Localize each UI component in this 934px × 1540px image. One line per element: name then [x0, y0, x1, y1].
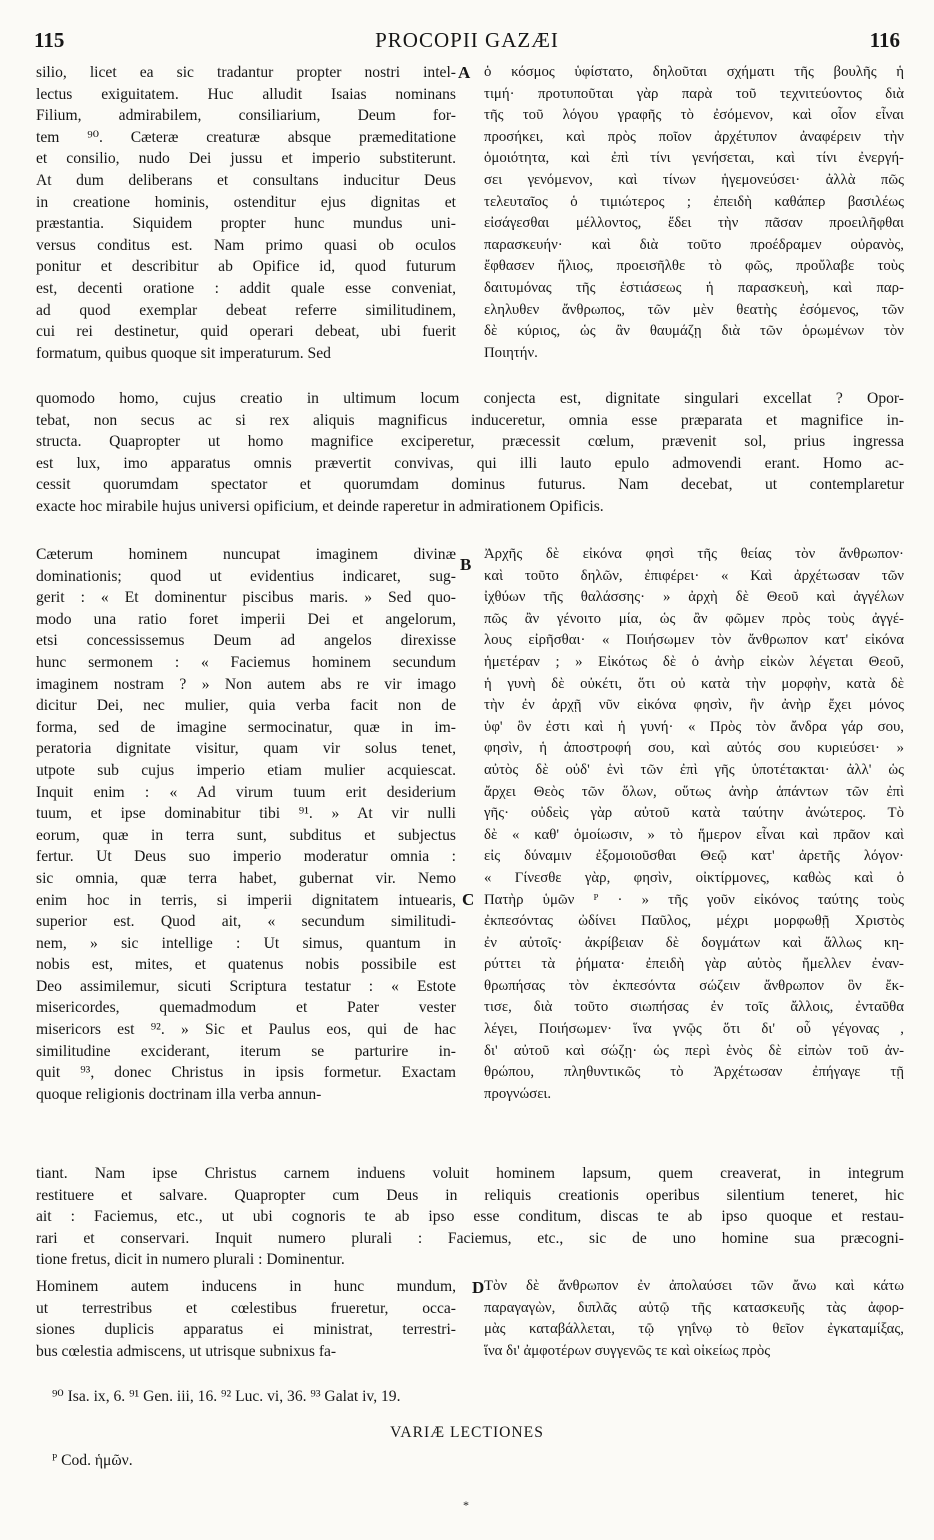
text-line: eorum, quæ in terra sunt, subditus et subjectus	[36, 826, 456, 844]
text-line: dicitur Dei, nec mulier, quia verba facit non de	[36, 697, 456, 715]
text-line: cui rei destinetur, quid operari debeat, ubi fuerit	[36, 323, 456, 341]
text-line: forma, sed de imagine sermocinatur, quæ in im-	[36, 718, 456, 736]
text-line: « Γίνεσθε γὰρ, φησὶν, οἰκτίρμονες, καθὼς καὶ ὁ	[484, 869, 904, 886]
latin-column-block-2	[36, 544, 456, 1105]
text-line: misericordes, quemadmodum et Pater vester	[36, 999, 456, 1017]
section-marker-c: C	[462, 890, 475, 909]
text-line: τελευταῖος ὁ τιμιώτερος ; ἐπειδὴ καθάπερ βασιλέως	[484, 193, 904, 210]
text-line: modo una ratio foret imperii Dei et angelorum,	[36, 610, 456, 628]
text-line: misericors est ⁹². » Sic et Paulus eos, qui de hac	[36, 1021, 456, 1039]
text-line: τὴν ἐν ἀρχῇ νῦν εἰκόνα φησὶν, ἣν ἀνὴρ ἔχει μόνος	[484, 697, 904, 714]
text-line: ut terrestribus et cœlestibus frueretur, occa-	[36, 1299, 456, 1317]
text-line: εἰς δύναμιν ἐξομοιοῦσθαι Θεῷ κατ' ἀρετῆς λόγον·	[484, 848, 904, 865]
text-line: δὲ « καθ' ὁμοίωσιν, » τὸ ἥμερον εἶναι καὶ πρᾶον καὶ	[484, 826, 904, 843]
text-line: δι' αὐτοῦ καὶ σώζῃ· ὡς περὶ ἑνὸς δὲ εἰπὼν τοῦ ἀν-	[484, 1042, 904, 1059]
text-line: προσήκει, καὶ πρὸς ποῖον ἀρχέτυπον ἀναφέρειν τὴν	[484, 128, 904, 145]
text-line: τῆς τοῦ λόγου γραφῆς τὸ ἐσόμενον, καὶ οἷον εἶναι	[484, 107, 904, 124]
text-line: μὰς καταβάλλεται, τῷ γηΐνῳ τὸ θεῖον ἐγκαταμίξας,	[484, 1321, 904, 1338]
text-line: nobis est, mites, et quatenus nobis possibile est	[36, 956, 456, 974]
text-line: καὶ τοῦτο δηλῶν, ἐπιφέρει· « Καὶ ἀρχέτωσαν τῶν	[484, 567, 904, 584]
section-marker-a: A	[458, 63, 471, 82]
text-line: ἄρχει Θεὸς τῶν ὅλων, οὕτως ἀνὴρ ἁπάντων τῶν ἐπὶ	[484, 783, 904, 800]
text-line: ὁμοιότητα, καὶ ἐπὶ τίνι γενήσεται, καὶ τίνι ἐνεργή-	[484, 150, 904, 167]
text-line: φησὶν, ἡ ἀποστροφή σου, καὶ αὐτός σου κυριεύσει· »	[484, 740, 904, 757]
text-line: lectus exiguitatem. Huc alludit Isaias nominans	[36, 85, 456, 103]
text-line: At dum deliberans et consultans inducitur Deus	[36, 171, 456, 189]
text-line: Cæterum hominem nuncupat imaginem divinæ	[36, 546, 456, 563]
text-line: δὲ κύριος, ὡς ἂν θαυμάζῃ διὰ τῶν ὁρωμένων τὸν	[484, 323, 904, 340]
text-line: πῶς ἂν γένοιτο μία, ὡς ἂν φῶμεν πρὸς τοὺς ἀγγέ-	[484, 610, 904, 627]
text-line: nem, » sic intellige : Ut simus, quantum in	[36, 934, 456, 952]
text-line: Ποιητήν.	[484, 344, 538, 361]
text-line: γῆς· οὐδεὶς γὰρ αὐτοῦ κατὰ ταύτην ἀνώτερος. Τὸ	[484, 805, 904, 822]
footnotes: ⁹⁰ Isa. ix, 6. ⁹¹ Gen. iii, 16. ⁹² Luc. vi, 36. ⁹³ Galat iv, 19.	[52, 1388, 401, 1405]
text-line: θρώπου, πληθυντικῶς τὸ Ἀρχέτωσαν ἐπήγαγε τῇ	[484, 1064, 904, 1081]
text-line: Ἀρχῆς δὲ εἰκόνα φησὶ τῆς θείας τὸν ἄνθρωπον·	[484, 546, 904, 562]
text-line: tebat, non secus ac si rex aliquis magnificus induceretur, omnia esse præparata et magnifice in-	[36, 411, 904, 429]
text-line: in creatione hominis, ostenditur ejus dignitas et	[36, 193, 456, 211]
text-line: σει γενόμενον, καὶ τίνων ἡγεμονεύσει· ἀλλὰ πῶς	[484, 171, 904, 188]
text-line: utpote sub cujus imperio etiam mulier acquiescat.	[36, 761, 456, 779]
text-line: gerit : « Et dominentur piscibus maris. » Sed quo-	[36, 589, 456, 607]
latin-column-block-1	[36, 62, 456, 364]
section-marker-d: D	[472, 1278, 485, 1297]
text-line: peratoria dignitate visitur, quam vir solus tenet,	[36, 740, 456, 758]
text-line: est, decenti oratione : addit quale esse conveniat,	[36, 279, 456, 297]
text-line: Τὸν δὲ ἄνθρωπον ἐν ἀπολαύσει τῶν ἄνω καὶ κάτω	[484, 1278, 904, 1294]
text-line: quoque religionis doctrinam illa verba annun-	[36, 1085, 322, 1103]
text-line: etsi concessissemus Deum ad angelos direxisse	[36, 632, 456, 650]
text-line: versus conditus est. Nam primo quasi ob oculos	[36, 236, 456, 254]
text-line: tione fretus, dicit in numero plurali : Dominentur.	[36, 1251, 345, 1269]
text-line: ἡ γυνὴ δὲ οὐκέτι, ὅτι οὐ κατὰ τὴν μορφὴν, κατὰ δὲ	[484, 675, 904, 692]
text-line: Inquit enim : « Ad virum tuum erit desiderium	[36, 783, 456, 801]
greek-column-block-1	[484, 62, 904, 364]
text-line: δαιτυμόνας τῆς ἑστιάσεως ἡ παρασκευὴ, καὶ παρ-	[484, 279, 904, 296]
text-line: τιμή· προτυποῦται γὰρ παρὰ τοῦ τεχνιτεύοντος διὰ	[484, 85, 904, 102]
text-line: ἰχθύων τῆς θαλάσσης· » ἀρχὴ δὲ Θεοῦ καὶ ἀγγέλων	[484, 589, 904, 606]
text-line: προγνώσει.	[484, 1085, 552, 1102]
text-line: superior est. Quod ait, « secundum similitudi-	[36, 913, 456, 931]
text-line: τισε, διὰ τοῦτο σιωπήσας ἐν τοῖς ἄλλοις, ἐνταῦθα	[484, 999, 904, 1016]
text-line: ἔφθασεν ἥλιος, προεισῆλθε τὸ φῶς, προὔλαβε τοὺς	[484, 258, 904, 275]
left-page-number: 115	[34, 28, 65, 52]
text-line: quomodo homo, cujus creatio in ultimum locum conjecta est, dignitate singulari excellat ? Opor-	[36, 390, 904, 407]
latin-column-block-3	[36, 1276, 456, 1362]
variae-lectiones-heading: VARIÆ LECTIONES	[390, 1424, 544, 1441]
text-line: παρασκευήν· καὶ διὰ τοῦτο προέδραμεν οὐρανὸς,	[484, 236, 904, 253]
text-line: formatum, quibus quoque sit imperaturum. Sed	[36, 344, 331, 362]
bottom-mark: *	[463, 1498, 469, 1512]
text-line: παραγαγὼν, διπλᾶς αὐτῷ τῆς κατασκευῆς τὰς ἀφορ-	[484, 1299, 904, 1316]
text-line: ρύττει τὰ ῥήματα· ἐπειδὴ γὰρ αὐτὸς ἤμελλεν ἐναν-	[484, 956, 904, 973]
text-line: εἰσάγεσθαι μέλλοντος, ἔδει τὴν πᾶσαν προειλῆφθαι	[484, 215, 904, 232]
running-header	[34, 28, 900, 58]
greek-column-block-3	[484, 1276, 904, 1362]
greek-column-block-2	[484, 544, 904, 1105]
text-line: hunc sermonem : « Faciemus hominem secundum	[36, 653, 456, 671]
right-page-number: 116	[869, 28, 900, 52]
text-line: Deo assimilemur, sicuti Scriptura testatur : « Estote	[36, 977, 456, 995]
text-line: ait : Faciemus, etc., ut ubi cognoris te ab ipso esse conditum, discas te ab ipso quoque et restau-	[36, 1208, 904, 1226]
text-line: Πατὴρ ὑμῶν ᴾ · » τῆς γοῦν εἰκόνος ταύτης τοὺς	[484, 891, 904, 908]
text-line: ἐν αὐτοῖς· ἀκρίβειαν δὲ δογμάτων καὶ ἄλλως κη-	[484, 934, 904, 951]
full-width-paragraph-2	[36, 1163, 904, 1271]
text-line: et consilio, nudo Dei jussu et imperio substiterunt.	[36, 150, 456, 168]
full-width-paragraph-1	[36, 388, 904, 518]
text-line: similitudine exciderant, iterum se parturire in-	[36, 1042, 456, 1060]
text-line: fertur. Ut Deus suo imperio moderatur omnia :	[36, 848, 456, 866]
text-line: ad quod exemplar debeat referre similitudinem,	[36, 301, 456, 319]
text-line: imaginem nostram ? » Non autem abs re vir imago	[36, 675, 456, 693]
section-marker-b: B	[460, 555, 472, 574]
text-line: cessit quorumdam spectator et quorumdam dominus futurus. Nam decebat, ut contemplaretur	[36, 476, 904, 494]
text-line: est lux, imo apparatus omnis prævertit convivas, qui illi lauto epulo admovendi erant. Homo ac-	[36, 454, 904, 472]
text-line: exacte hoc mirabile hujus universi opificium, et deinde raperetur in admirationem Opificis.	[36, 497, 604, 515]
text-line: λους εἰρῆσθαι· « Ποιήσωμεν τὸν ἄνθρωπον κατ' εἰκόνα	[484, 632, 904, 649]
text-line: ἐκπεσόντας ὠδίνει Παῦλος, μέχρι μορφωθῇ Χριστὸς	[484, 913, 904, 930]
text-line: bus cœlestia admiscens, ut utrisque subnixus fa-	[36, 1342, 337, 1360]
text-line: tuum, et ipse dominabitur tibi ⁹¹. » At vir nulli	[36, 805, 456, 823]
text-line: sic omnia, quæ terra habet, gubernat vir. Nemo	[36, 869, 456, 887]
variant-reading-note: ᴾ Cod. ἡμῶν.	[52, 1452, 133, 1469]
text-line: restituere et salvare. Quapropter cum Deus in reliquis creationis operibus silentium teneret, hic	[36, 1186, 904, 1204]
text-line: ἡμετέραν ; » Εἰκότως δὲ ὁ ἀνὴρ εἰκὼν λέγεται Θεοῦ,	[484, 653, 904, 670]
text-line: tiant. Nam ipse Christus carnem induens voluit hominem lapsum, quem creaverat, in integrum	[36, 1165, 904, 1182]
text-line: rari et conservari. Inquit numero plurali : Faciemus, etc., sic de uno homine sua præcogni-	[36, 1229, 904, 1247]
text-line: siones duplicis apparatus ei ministrat, terrestri-	[36, 1321, 456, 1339]
text-line: ἵνα δι' ἀμφοτέρων συγγενῶς τε καὶ οἰκείως πρὸς	[484, 1342, 771, 1359]
text-line: enim hoc in terris, si imperii dignitatem intuearis,	[36, 891, 456, 909]
text-line: εληλυθεν ἄνθρωπος, τῶν μὲν θεατὴς ἐσόμενος, τῶν	[484, 301, 904, 318]
text-line: quit ⁹³, donec Christus in ipsis formetur. Exactam	[36, 1064, 456, 1082]
text-line: dominationis; quod ut evidentius indicaret, sug-	[36, 567, 456, 585]
text-line: αὐτὸς δὲ οὐδ' ἑνὶ τῶν ἐπὶ γῆς ὑποτέτακται· ἀλλ' ὡς	[484, 761, 904, 778]
text-line: θρωπήσας τὸν ἐκπεσόντα σώζειν ἄνθρωπον ὃν ἔκ-	[484, 977, 904, 994]
text-line: ὁ κόσμος ὑφίστατο, δηλοῦται σχήματι τῆς βουλῆς ἡ	[484, 64, 904, 80]
text-line: tem ⁹⁰. Cæteræ creaturæ absque præmeditatione	[36, 128, 456, 146]
text-line: ὑφ' ὃν ἐστι καὶ ἡ γυνή· « Πρὸς τὸν ἄνδρα γάρ σου,	[484, 718, 904, 735]
text-line: structa. Quapropter ut homo magnifice exciperetur, præcessit cœlum, prævenit sol, prius ingressa	[36, 433, 904, 451]
text-line: silio, licet ea sic tradantur propter nostri intel-	[36, 64, 456, 81]
text-line: præstantia. Siquidem propter hunc mundus uni-	[36, 215, 456, 233]
text-line: λέγει, Ποιήσωμεν· ἵνα γνῷς ὅτι δι' οὗ γέγονας ,	[484, 1021, 904, 1038]
text-line: ponitur et describitur ab Opifice id, quod futurum	[36, 258, 456, 276]
running-title: PROCOPII GAZÆI	[375, 28, 559, 52]
text-line: Hominem autem inducens in hunc mundum,	[36, 1278, 456, 1295]
text-line: Filium, admirabilem, consiliarium, Deum for-	[36, 107, 456, 125]
